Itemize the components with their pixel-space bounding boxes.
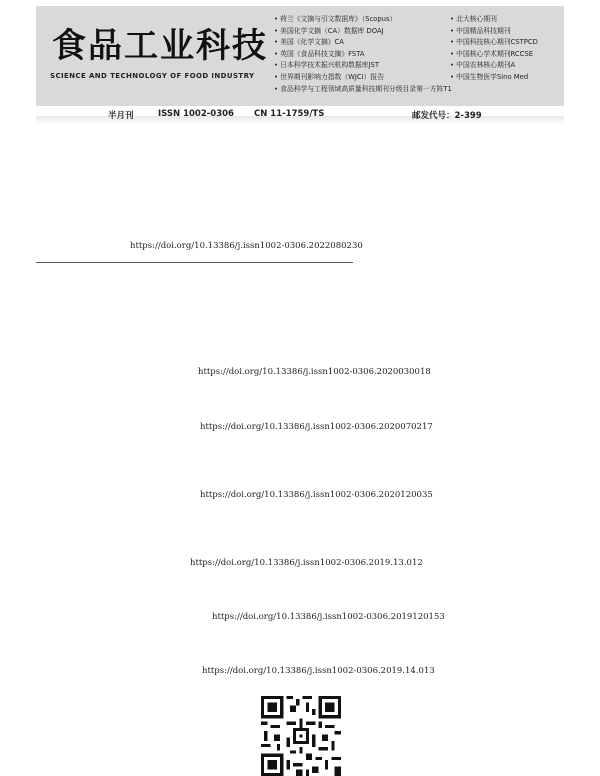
doi-link[interactable]: https://doi.org/10.13386/j.issn1002-0306.2019.14.013 [202, 666, 435, 676]
index-item: • 中国精品科技期刊 [450, 26, 538, 38]
index-item: • 美国《化学文摘》CA [274, 37, 452, 49]
index-item: • 中国科技核心期刊CSTPCD [450, 37, 538, 49]
index-list-right [450, 14, 538, 84]
doi-link[interactable]: https://doi.org/10.13386/j.issn1002-0306.2020030018 [198, 367, 431, 377]
index-item: • 日本科学技术振兴机构数据库JST [274, 60, 452, 72]
doi-link[interactable]: https://doi.org/10.13386/j.issn1002-0306.2020070217 [200, 422, 433, 432]
index-item: • 世界期刊影响力指数（WJCI）报告 [274, 72, 452, 84]
divider-line [36, 262, 353, 263]
doi-link[interactable]: https://doi.org/10.13386/j.issn1002-0306.2022080230 [130, 241, 363, 251]
doi-link[interactable]: https://doi.org/10.13386/j.issn1002-0306.2020120035 [200, 490, 433, 500]
index-item: • 中国核心学术期刊RCCSE [450, 49, 538, 61]
index-item: • 北大核心期刊 [450, 14, 538, 26]
index-item: • 英国《食品科技文摘》FSTA [274, 49, 452, 61]
journal-title: 食品工业科技 [52, 26, 268, 66]
publication-frequency: 半月刊 [108, 111, 134, 121]
issn-number: ISSN 1002-0306 [158, 109, 234, 119]
journal-banner [36, 6, 564, 106]
index-list-left [274, 14, 452, 95]
qr-code-icon [261, 696, 341, 776]
doi-link[interactable]: https://doi.org/10.13386/j.issn1002-0306.2019120153 [212, 612, 445, 622]
journal-subtitle: SCIENCE AND TECHNOLOGY OF FOOD INDUSTRY [50, 72, 255, 80]
index-item: • 中国生物医学Sino Med [450, 72, 538, 84]
postal-code: 邮发代号：2-399 [412, 111, 482, 121]
doi-link[interactable]: https://doi.org/10.13386/j.issn1002-0306.2019.13.012 [190, 558, 423, 568]
index-item: • 荷兰《文摘与引文数据库》（Scopus） [274, 14, 452, 26]
index-item: • 美国化学文摘（CA）数据库 DOAJ [274, 26, 452, 38]
publication-info-bar [36, 106, 564, 126]
cn-number: CN 11-1759/TS [254, 109, 325, 119]
index-item: • 食品科学与工程领域高质量科技期刊分级目录第一方阵T1 [274, 84, 452, 96]
index-item: • 中国农林核心期刊A [450, 60, 538, 72]
